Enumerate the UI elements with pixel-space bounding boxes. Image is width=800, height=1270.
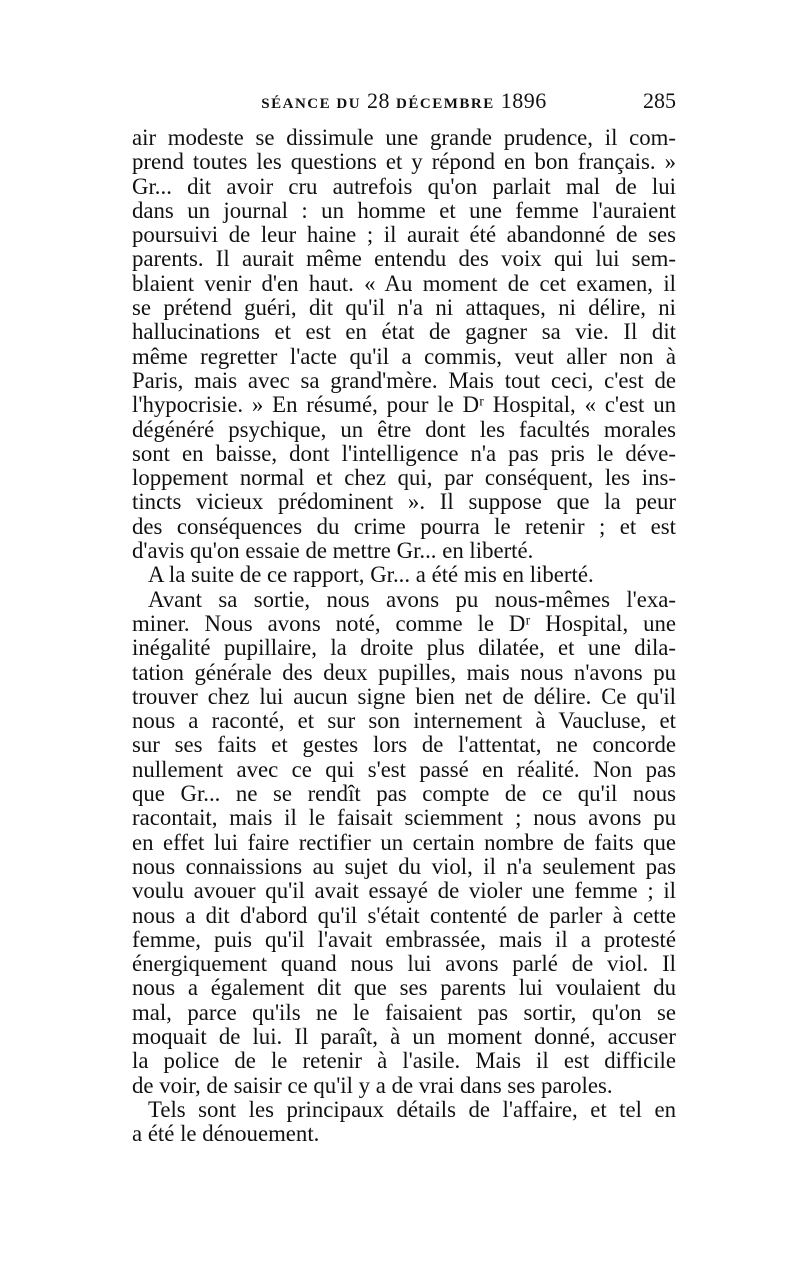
text-line: racontait, mais il le faisait sciemment ; nous avons pu bbox=[132, 805, 676, 831]
text-line: prend toutes les questions et y répond en bon français. » bbox=[132, 149, 676, 175]
text-line: des conséquences du crime pourra le retenir ; et est bbox=[132, 513, 676, 539]
text-line: Paris, mais avec sa grand'mère. Mais tout ceci, c'est de bbox=[132, 367, 676, 393]
text-line: d'avis qu'on essaie de mettre Gr... en liberté. bbox=[132, 538, 534, 564]
text-line: parents. Il aurait même entendu des voix qui lui sem- bbox=[132, 246, 676, 272]
text-line: de voir, de saisir ce qu'il y a de vrai dans ses paroles. bbox=[132, 1072, 613, 1098]
text-line: trouver chez lui aucun signe bien net de délire. Ce qu'il bbox=[132, 683, 676, 709]
text-line: nullement avec ce qui s'est passé en réalité. Non pas bbox=[132, 756, 676, 782]
text-line: moquait de lui. Il paraît, à un moment donné, accuser bbox=[132, 1023, 676, 1049]
text-line: femme, puis qu'il l'avait embrassée, mais il a protesté bbox=[132, 926, 676, 952]
text-line: hallucinations et est en état de gagner sa vie. Il dit bbox=[132, 319, 676, 345]
paragraph bbox=[132, 126, 676, 563]
text-line: A la suite de ce rapport, Gr... a été mis en liberté. bbox=[148, 562, 594, 588]
text-line: la police de le retenir à l'asile. Mais il est difficile bbox=[132, 1048, 676, 1074]
paragraph bbox=[132, 1098, 676, 1147]
text-line: dégénéré psychique, un être dont les facultés morales bbox=[132, 416, 676, 442]
text-line: sur ses faits et gestes lors de l'attentat, ne concorde bbox=[132, 732, 676, 758]
text-line: voulu avouer qu'il avait essayé de violer une femme ; il bbox=[132, 878, 676, 904]
paragraph bbox=[132, 588, 676, 1098]
text-line: dans un journal : un homme et une femme l'auraient bbox=[132, 197, 676, 223]
text-line: Gr... dit avoir cru autrefois qu'on parlait mal de lui bbox=[132, 173, 676, 199]
running-title-month: DÉCEMBRE bbox=[396, 96, 495, 112]
text-line: nous a dit d'abord qu'il s'était contenté de parler à cette bbox=[132, 902, 676, 928]
running-title bbox=[132, 88, 676, 114]
running-title-prefix: SÉANCE DU bbox=[261, 96, 362, 112]
text-line: mal, parce qu'ils ne le faisaient pas sortir, qu'on se bbox=[132, 999, 676, 1025]
text-line: air modeste se dissimule une grande prudence, il com- bbox=[132, 125, 676, 150]
text-line: nous connaissions au sujet du viol, il n'a seulement pas bbox=[132, 853, 676, 879]
text-line: se prétend guéri, dit qu'il n'a ni attaques, ni délire, ni bbox=[132, 295, 676, 321]
text-line: l'hypocrisie. » En résumé, pour le Dʳ Hospital, « c'est un bbox=[132, 392, 676, 418]
running-title-year: 1896 bbox=[500, 88, 547, 113]
text-line: a été le dénouement. bbox=[132, 1121, 320, 1147]
text-line: tincts vicieux prédominent ». Il suppose que la peur bbox=[132, 489, 676, 515]
text-line: poursuivi de leur haine ; il aurait été abandonné de ses bbox=[132, 222, 676, 248]
running-title-day: 28 bbox=[367, 88, 391, 113]
text-line: miner. Nous avons noté, comme le Dʳ Hospital, une bbox=[132, 610, 676, 636]
text-line: nous a raconté, et sur son internement à Vaucluse, et bbox=[132, 708, 676, 734]
page-number: 285 bbox=[643, 88, 676, 113]
text-line: énergiquement quand nous lui avons parlé de viol. Il bbox=[132, 951, 676, 977]
text-line: inégalité pupillaire, la droite plus dilatée, et une dila- bbox=[132, 635, 676, 661]
text-line: nous a également dit que ses parents lui voulaient du bbox=[132, 975, 676, 1001]
text-line: en effet lui faire rectifier un certain nombre de faits que bbox=[132, 829, 676, 855]
text-line: même regretter l'acte qu'il a commis, veut aller non à bbox=[132, 343, 676, 369]
body-text bbox=[132, 126, 676, 1146]
text-line: Tels sont les principaux détails de l'affaire, et tel en bbox=[148, 1096, 676, 1122]
text-line: que Gr... ne se rendît pas compte de ce qu'il nous bbox=[132, 781, 676, 807]
running-head bbox=[132, 88, 676, 118]
text-line: blaient venir d'en haut. « Au moment de cet examen, il bbox=[132, 270, 676, 296]
text-line: sont en baisse, dont l'intelligence n'a pas pris le déve- bbox=[132, 440, 676, 466]
paragraph bbox=[132, 563, 676, 587]
text-line: tation générale des deux pupilles, mais nous n'avons pu bbox=[132, 659, 676, 685]
text-line: loppement normal et chez qui, par conséquent, les ins- bbox=[132, 465, 676, 491]
text-line: Avant sa sortie, nous avons pu nous-mêmes l'exa- bbox=[148, 586, 676, 612]
